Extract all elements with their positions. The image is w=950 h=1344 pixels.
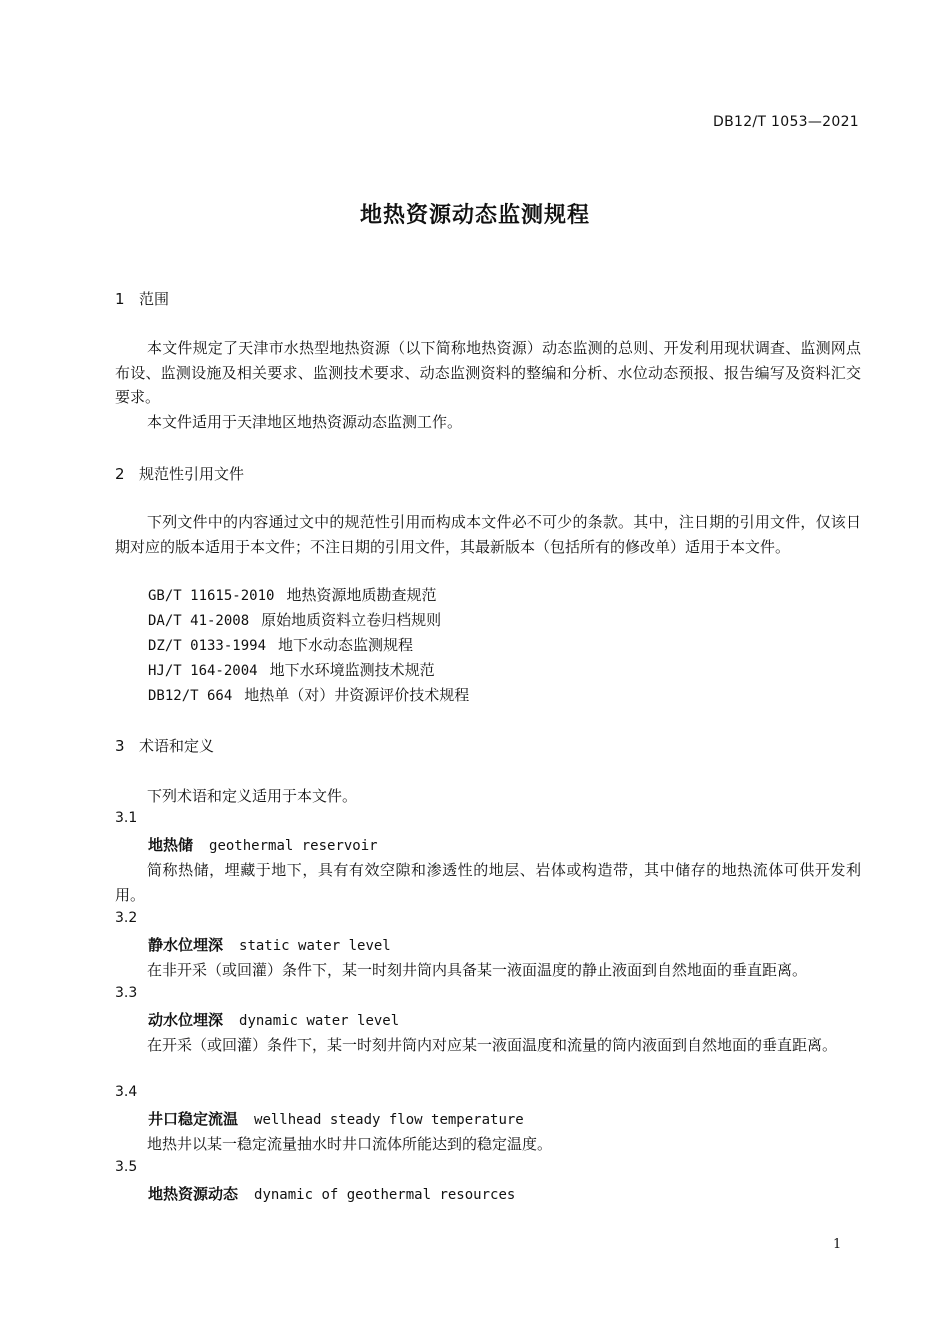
normative-reference [148,659,435,680]
section-1-heading [115,288,169,309]
section-title: 规范性引用文件 [139,465,245,483]
term-number: 3.2 [115,910,138,926]
reference-name: 地下水环境监测技术规范 [269,661,435,679]
term-number: 3.4 [115,1084,138,1100]
document-title: 地热资源动态监测规程 [359,203,590,228]
section-3-heading [115,735,214,756]
term-definition: 在开采（或回灌）条件下，某一时刻井筒内对应某一液面温度和流量的筒内液面到自然地面的垂直距离。 [147,1036,838,1054]
reference-code: DA/T 41-2008 [148,613,250,629]
reference-name: 地热单（对）井资源评价技术规程 [244,686,470,704]
scope-paragraph-1: 本文件规定了天津市水热型地热资源（以下简称地热资源）动态监测的总则、开发利用现状调查、监测网点布设、监测设施及相关要求、监测技术要求、动态监测资料的整编和分析、水位动态预报、报告编写及资料汇交要求。 [115,339,861,406]
section-title: 范围 [139,290,170,308]
term-en: dynamic of geothermal resources [254,1187,516,1203]
reference-code: HJ/T 164-2004 [148,663,258,679]
term-definition: 在非开采（或回灌）条件下，某一时刻井筒内具备某一液面温度的静止液面到自然地面的垂直距离。 [147,961,808,979]
scope-paragraph-2: 本文件适用于天津地区地热资源动态监测工作。 [147,413,463,431]
term-zh: 静水位埋深 [148,936,224,954]
term-heading [148,1009,399,1030]
section-title: 术语和定义 [139,737,215,755]
section-number: 1 [115,290,125,308]
section-number: 3 [115,737,125,755]
term-heading [148,1183,515,1204]
term-heading [148,934,391,955]
term-en: dynamic water level [239,1013,400,1029]
normative-reference [148,634,413,655]
term-en: wellhead steady flow temperature [254,1112,524,1128]
reference-code: GB/T 11615-2010 [148,588,275,604]
term-en: static water level [239,938,391,954]
reference-code: DZ/T 0133-1994 [148,638,267,654]
term-definition: 简称热储，埋藏于地下，具有有效空隙和渗透性的地层、岩体或构造带，其中储存的地热流体可供开发利用。 [115,861,861,904]
section-2-heading [115,463,244,484]
reference-name: 地热资源地质勘查规范 [286,586,437,604]
term-definition: 地热井以某一稳定流量抽水时井口流体所能达到的稳定温度。 [147,1135,553,1153]
term-zh: 地热储 [148,836,194,854]
term-heading [148,1108,524,1129]
terms-intro: 下列术语和定义适用于本文件。 [147,787,358,805]
normative-reference [148,584,436,605]
term-heading [148,834,378,855]
term-number: 3.5 [115,1159,138,1175]
term-en: geothermal reservoir [209,838,378,854]
normative-reference [148,684,469,705]
section-number: 2 [115,465,125,483]
term-zh: 动水位埋深 [148,1011,224,1029]
reference-name: 原始地质资料立卷归档规则 [261,611,442,629]
reference-code: DB12/T 664 [148,688,233,704]
normative-reference [148,609,441,630]
reference-name: 地下水动态监测规程 [278,636,414,654]
term-number: 3.3 [115,985,138,1001]
term-zh: 井口稳定流温 [148,1110,239,1128]
term-number: 3.1 [115,810,138,826]
document-code: DB12/T 1053—2021 [713,114,859,130]
normative-intro: 下列文件中的内容通过文中的规范性引用而构成本文件必不可少的条款。其中，注日期的引用文件，仅该日期对应的版本适用于本文件；不注日期的引用文件，其最新版本（包括所有的修改单）适用于本文件。 [115,513,861,556]
page-number: 1 [833,1237,842,1252]
term-zh: 地热资源动态 [148,1185,239,1203]
